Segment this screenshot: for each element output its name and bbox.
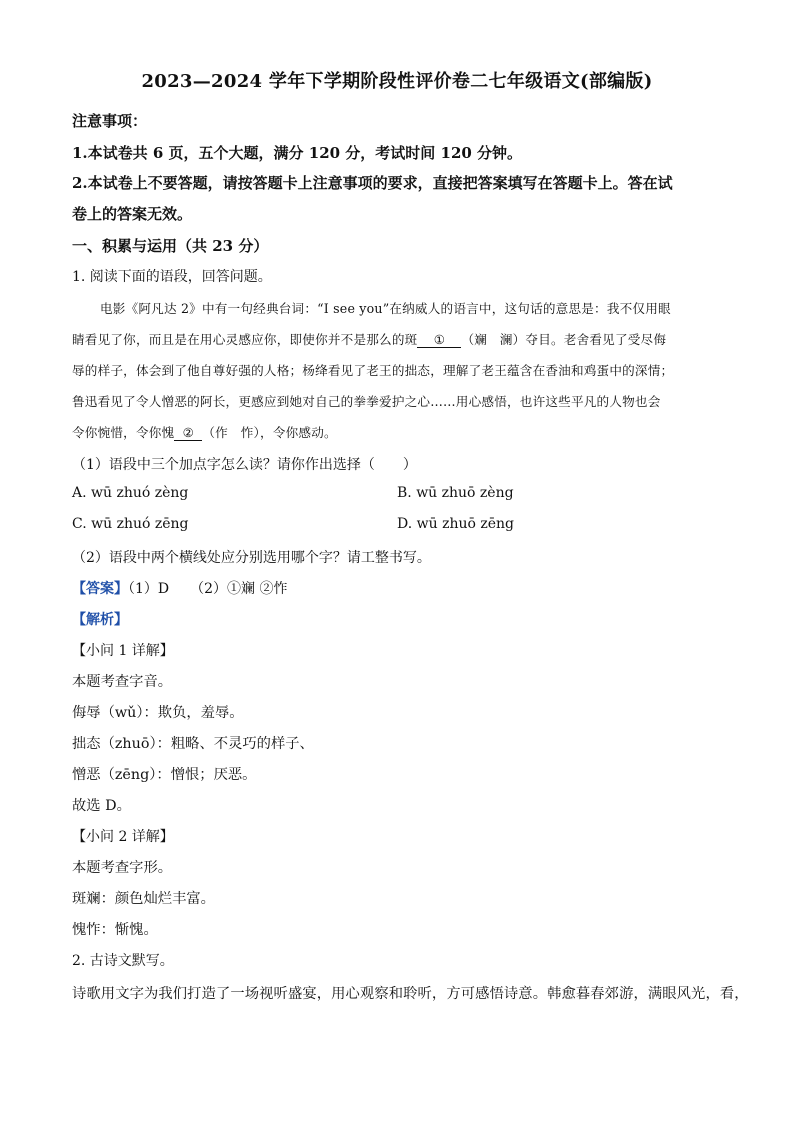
notice-heading: 注意事项：	[72, 112, 148, 130]
notice-item-2-line-1: 2.本试卷上不要答题，请按答题卡上注意事项的要求，直接把答案填写在答题卡上。答在试	[72, 174, 673, 192]
option-c: C. wū zhuó zēng	[72, 516, 189, 532]
question-2-stem: 2. 古诗文默写。	[72, 953, 174, 969]
passage-line-2-start: 睛看见了你，而且是在用心灵感应你，即使你并不是那么的斑	[72, 332, 418, 347]
passage-line-2	[72, 329, 666, 348]
passage-line-4: 鲁迅看见了令人憎恶的阿长，更感应到她对自己的拳拳爱护之心……用心感悟，也许这些平凡的人物也会	[72, 394, 661, 409]
option-a: A. wū zhuó zèng	[72, 485, 189, 501]
detail-1-item-b: 拙态（zhuō）：粗略、不灵巧的样子、	[72, 736, 314, 752]
detail-1-conclusion: 故选 D。	[72, 798, 131, 814]
passage-line-1: 电影《阿凡达 2》中有一句经典台词：“I see you”在纳威人的语言中，这句话的意思是：我不仅用眼	[100, 301, 671, 316]
section-1-heading: 一、积累与运用（共 23 分）	[72, 237, 269, 255]
analysis-tag: 【解析】	[72, 612, 128, 628]
detail-2-item-a: 斑斓：颜色灿烂丰富。	[72, 891, 215, 907]
answer-text: （1）D （2）①斓 ②怍	[128, 581, 288, 597]
detail-1-intro: 本题考查字音。	[72, 674, 173, 690]
blank-1: ①	[417, 333, 461, 348]
sub-question-2: （2）语段中两个横线处应分别选用哪个字？请工整书写。	[72, 550, 431, 566]
blank-2: ②	[174, 426, 202, 441]
answer-line	[72, 578, 288, 598]
detail-1-item-a: 侮辱（wǔ）：欺负，羞辱。	[72, 705, 244, 721]
passage-line-5	[72, 422, 337, 441]
detail-1-item-c: 憎恶（zēng）：憎恨；厌恶。	[72, 767, 257, 783]
passage-line-2-end: （斓 澜）夺目。老舍看见了受尽侮	[461, 332, 667, 347]
notice-item-2-line-2: 卷上的答案无效。	[72, 205, 193, 223]
detail-2-intro: 本题考查字形。	[72, 860, 173, 876]
passage-line-3: 辱的样子，体会到了他自尊好强的人格；杨绛看见了老王的拙态，理解了老王蕴含在香油和鸡蛋中的深情；	[72, 363, 674, 378]
option-b: B. wū zhuō zèng	[397, 485, 514, 501]
question-2-text: 诗歌用文字为我们打造了一场视听盛宴，用心观察和聆听，方可感悟诗意。韩愈暮春郊游，满眼风光，看，	[72, 986, 749, 1002]
option-d: D. wū zhuō zēng	[397, 516, 515, 532]
sub-question-1: （1）语段中三个加点字怎么读？请你作出选择（ ）	[72, 457, 417, 473]
passage-line-5-start: 令你惋惜，令你愧	[72, 425, 175, 440]
notice-item-1: 1.本试卷共 6 页，五个大题，满分 120 分，考试时间 120 分钟。	[72, 144, 523, 162]
passage-line-5-end: （作 怍），令你感动。	[202, 425, 337, 440]
detail-1-tag: 【小问 1 详解】	[72, 643, 174, 659]
question-1-stem: 1. 阅读下面的语段，回答问题。	[72, 269, 272, 285]
answer-tag: 【答案】	[72, 581, 128, 597]
detail-2-item-b: 愧怍：惭愧。	[72, 922, 158, 938]
detail-2-tag: 【小问 2 详解】	[72, 829, 174, 845]
page-title: 2023—2024 学年下学期阶段性评价卷二七年级语文(部编版)	[141, 71, 653, 92]
